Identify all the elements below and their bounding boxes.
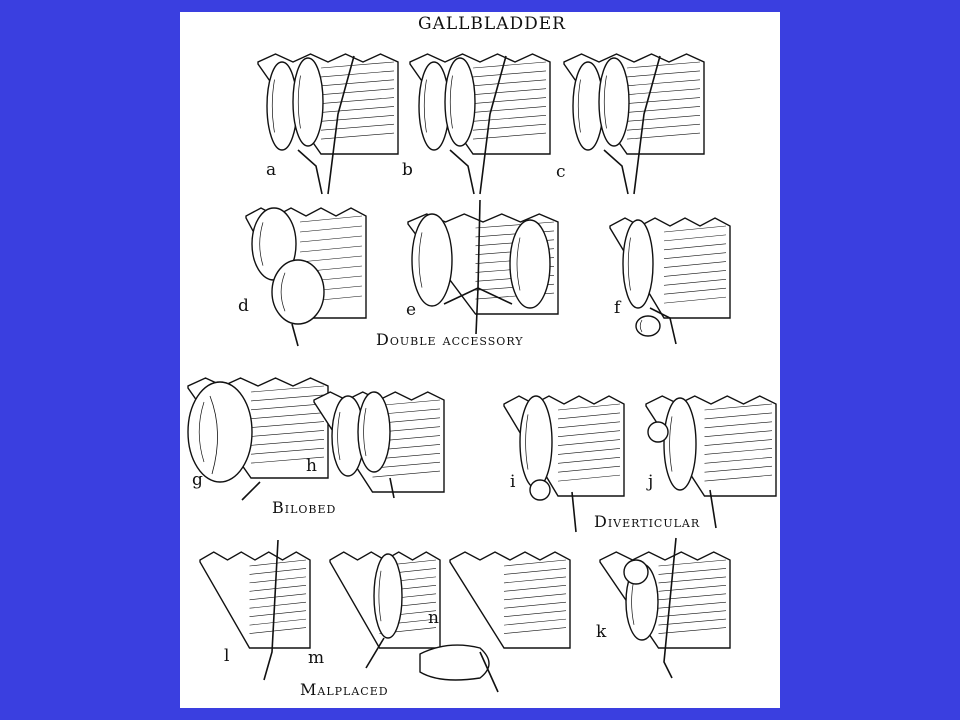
caption-bilobed: Bilobed — [272, 498, 337, 517]
figure-i-duct — [572, 492, 576, 532]
caption-malplaced: Malplaced — [300, 680, 389, 699]
figure-b-cystic-duct — [450, 150, 474, 194]
figure-letter-m: m — [308, 648, 325, 668]
figure-j-diverticulum — [648, 422, 668, 442]
gallbladder-anomalies-drawing — [180, 12, 780, 708]
figure-letter-b: b — [402, 160, 413, 180]
figure-letter-n: n — [428, 608, 439, 628]
figure-e-gallbladder-1 — [412, 214, 452, 306]
figure-k-fundus — [624, 560, 648, 584]
figure-letter-h: h — [306, 456, 317, 476]
figure-letter-f: f — [614, 298, 621, 318]
figure-l-liver-outline — [200, 552, 310, 648]
figure-g-duct — [242, 482, 260, 500]
figure-a-cystic-duct — [298, 150, 322, 194]
figure-m-gallbladder — [374, 554, 402, 638]
figure-letter-k: k — [596, 622, 607, 642]
caption-diverticular: Diverticular — [594, 512, 701, 531]
figure-letter-i: i — [510, 472, 516, 492]
figure-letter-e: e — [406, 300, 417, 320]
figure-n-liver-outline — [450, 552, 570, 648]
figure-j-gallbladder — [664, 398, 696, 490]
figure-d-gallbladder-2 — [272, 260, 324, 324]
figure-i-diverticulum — [530, 480, 550, 500]
figure-g-bilobed — [188, 382, 252, 482]
figure-f-gallbladder — [623, 220, 653, 308]
figure-d-cystic-duct — [292, 324, 298, 346]
figure-i-gallbladder — [520, 396, 552, 488]
figure-c-cystic-duct — [604, 150, 628, 194]
figure-b-gallbladder-2 — [445, 58, 475, 146]
figure-letter-d: d — [238, 296, 249, 316]
figure-a-gallbladder-2 — [293, 58, 323, 146]
figure-k-liver-outline — [600, 552, 730, 648]
figure-m-duct — [366, 638, 384, 668]
figure-letter-j: j — [648, 472, 654, 492]
figure-letter-c: c — [556, 162, 566, 182]
illustration-plate — [180, 12, 780, 708]
caption-double-accessory: Double accessory — [376, 330, 524, 349]
figure-e-gallbladder-2 — [510, 220, 550, 308]
figure-letter-l: l — [224, 646, 230, 666]
figure-f-accessory — [636, 316, 660, 336]
figure-letter-a: a — [266, 160, 277, 180]
figure-c-gallbladder-2 — [599, 58, 629, 146]
plate-title: GALLBLADDER — [418, 14, 566, 34]
figure-n-gallbladder — [420, 645, 489, 680]
figure-h-lobe-2 — [358, 392, 390, 472]
figure-letter-g: g — [192, 470, 203, 490]
